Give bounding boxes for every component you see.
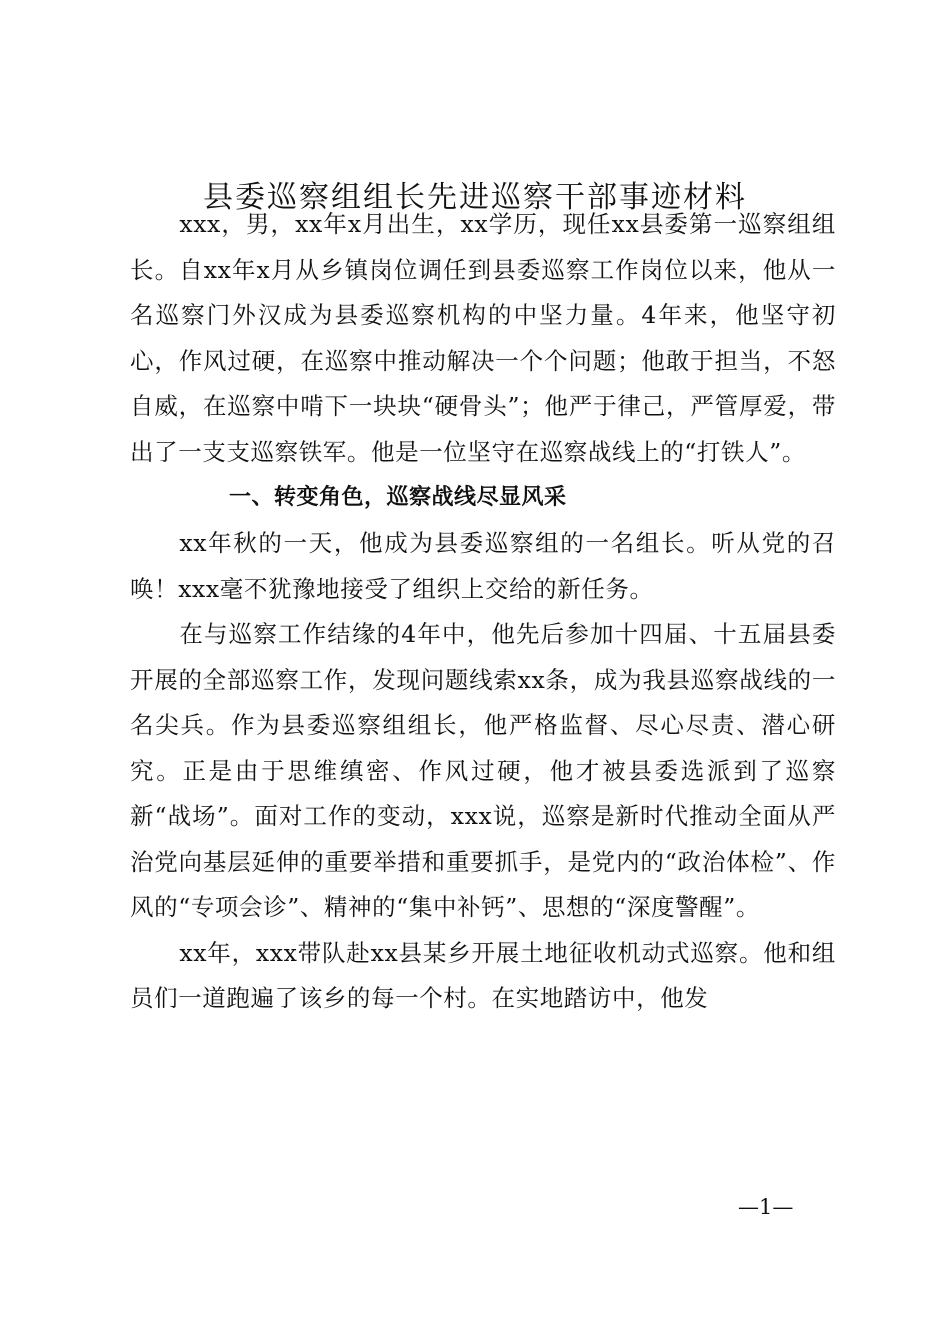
intro-paragraph: xxx，男，xx年x月出生，xx学历，现任xx县委第一巡察组组长。自xx年x月从乡镇岗位调任到县委巡察工作岗位以来，他从一名巡察门外汉成为县委巡察机构的中坚力量。4年来，他坚守初心，作风过硬，在巡察中推动解决一个个问题；他敢于担当，不怒自威，在巡察中啃下一块块“硬骨头”；他严于律己，严管厚爱，带出了一支支巡察铁军。他是一位坚守在巡察战线上的“打铁人”。 (130, 210, 836, 466)
body-paragraph: 在与巡察工作结缘的4年中，他先后参加十四届、十五届县委开展的全部巡察工作，发现问题线索xx条，成为我县巡察战线的一名尖兵。作为县委巡察组组长，他严格监督、尽心尽责、潜心研究。正是由于思维缜密、作风过硬，他才被县委选派到了巡察新“战场”。面对工作的变动，xxx说，巡察是新时代推动全面从严治党向基层延伸的重要举措和重要抓手，是党内的“政治体检”、作风的“专项会诊”、精神的“集中补钙”、思想的“深度警醒”。 (130, 620, 836, 921)
document-title: 县委巡察组组长先进巡察干部事迹材料 (203, 180, 747, 215)
body-paragraph: xx年秋的一天，他成为县委巡察组的一名组长。听从党的召唤！xxx毫不犹豫地接受了组织上交给的新任务。 (130, 529, 836, 603)
document-body (130, 202, 836, 1022)
page-number: —1— (738, 1195, 794, 1219)
section-heading: 一、转变角色，巡察战线尽显风采 (229, 485, 567, 510)
body-paragraph: xx年，xxx带队赴xx县某乡开展土地征收机动式巡察。他和组员们一道跑遍了该乡的每一个村。在实地踏访中，他发 (130, 938, 836, 1012)
